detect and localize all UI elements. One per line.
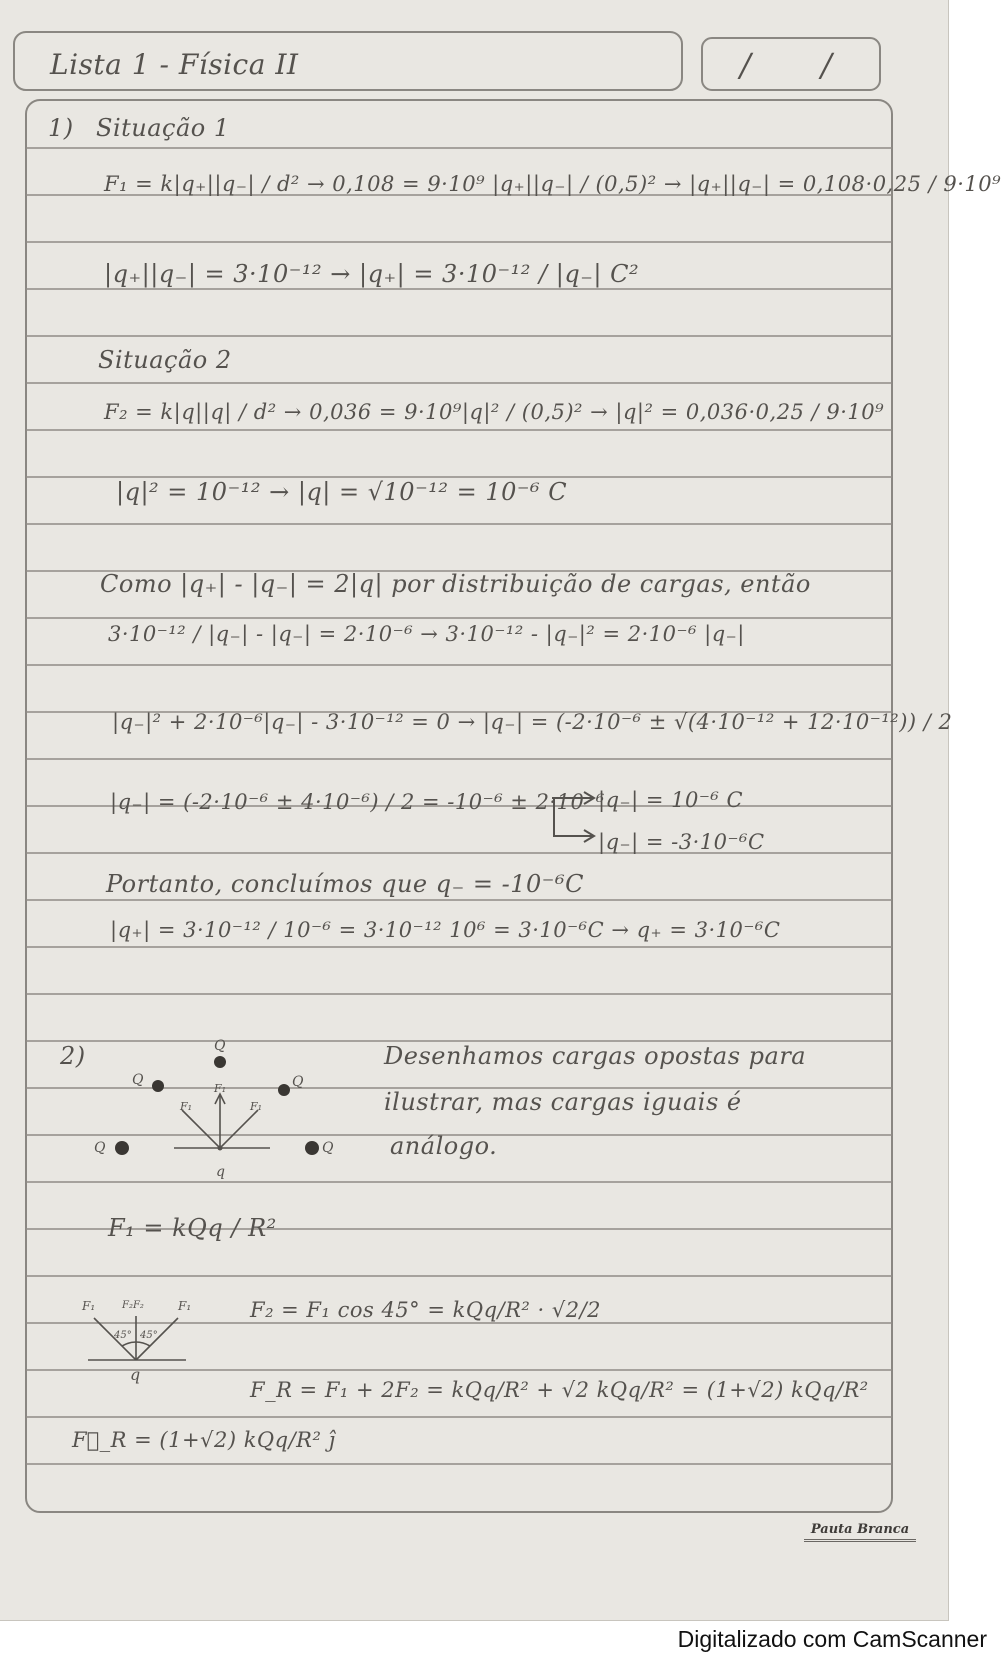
fig1-Q-label-right: Q <box>322 1140 334 1156</box>
q1-root1: |q₋| = 10⁻⁶ C <box>598 788 744 812</box>
q1-number: 1) <box>48 114 74 142</box>
fig1-q-label: q <box>216 1164 225 1180</box>
charge-q-center <box>218 1146 223 1151</box>
q1-eq3: |q₋| = (-2·10⁻⁶ ± 4·10⁻⁶) / 2 = -10⁻⁶ ± 2·10⁻⁶ <box>110 790 605 814</box>
angle-lines <box>88 1316 186 1360</box>
charge-Q-top <box>214 1056 226 1068</box>
q2-vector: F⃗_R = (1+√2) kQq/R² ĵ <box>72 1428 336 1452</box>
q1-root2: |q₋| = -3·10⁻⁶C <box>598 830 765 854</box>
q1-portanto: Portanto, concluímos que q₋ = -10⁻⁶C <box>106 870 584 898</box>
fig1-Q-label: Q <box>214 1038 226 1054</box>
fig2-F1-left: F₁ <box>82 1299 96 1313</box>
notebook-brand-logo: Pauta Branca <box>804 1522 916 1542</box>
q2-note-line2: ilustrar, mas cargas iguais é <box>384 1088 742 1116</box>
q2-number: 2) <box>60 1042 86 1070</box>
charge-diagram <box>82 1036 362 1186</box>
q1-eq2: |q₋|² + 2·10⁻⁶|q₋| - 3·10⁻¹² = 0 → |q₋| = (-2·10⁻⁶ ± √(4·10⁻¹² + 12·10⁻¹²)) / 2 <box>112 710 953 734</box>
q1-situacao1-label: Situação 1 <box>96 114 230 142</box>
charge-Q-left-top <box>152 1080 164 1092</box>
charge-Q-right-top <box>278 1084 290 1096</box>
q2-eq-f2: F₂ = F₁ cos 45° = kQq/R² · √2/2 <box>250 1298 602 1322</box>
q2-note-line1: Desenhamos cargas opostas para <box>384 1042 807 1070</box>
fig2-angle-right: 45° <box>140 1330 158 1341</box>
fig2-q: q <box>130 1365 141 1384</box>
fig2-F1-right: F₁ <box>178 1299 192 1313</box>
q1-eq1: 3·10⁻¹² / |q₋| - |q₋| = 2·10⁻⁶ → 3·10⁻¹² - |q₋|² = 2·10⁻⁶ |q₋| <box>108 622 745 646</box>
fig2-F2F2: F₂F₂ <box>122 1300 144 1311</box>
force-angle-diagram <box>78 1294 208 1384</box>
fig1-Q-label-left: Q <box>94 1140 106 1156</box>
date-field: / / <box>740 46 862 84</box>
branch-arrows <box>548 788 604 848</box>
fig1-F1-label-left: F₁ <box>180 1100 193 1113</box>
fig1-F1-label-right: F₁ <box>250 1100 263 1113</box>
q1-situacao2-label: Situação 2 <box>98 346 232 374</box>
fig1-Q-label-right-top: Q <box>292 1074 304 1090</box>
q1-s1-line2: |q₊||q₋| = 3·10⁻¹² → |q₊| = 3·10⁻¹² / |q₋| C² <box>104 260 640 288</box>
q2-note-line3: análogo. <box>390 1132 498 1160</box>
charge-Q-left <box>115 1141 129 1155</box>
scanner-watermark: Digitalizado com CamScanner <box>677 1626 987 1652</box>
q2-eq-fr: F_R = F₁ + 2F₂ = kQq/R² + √2 kQq/R² = (1+√2) kQq/R² <box>250 1378 869 1402</box>
fig1-Q-label-left-top: Q <box>132 1072 144 1088</box>
page-title: Lista 1 - Física II <box>50 48 299 81</box>
q2-eq-f1: F₁ = kQq / R² <box>108 1214 277 1242</box>
charge-Q-right <box>305 1141 319 1155</box>
q1-s1-line1: F₁ = k|q₊||q₋| / d² → 0,108 = 9·10⁹ |q₊||q₋| / (0,5)² → |q₊||q₋| = 0,108·0,25 / 9·10⁹ <box>104 172 1001 196</box>
q1-s2-line1: F₂ = k|q||q| / d² → 0,036 = 9·10⁹|q|² / (0,5)² → |q|² = 0,036·0,25 / 9·10⁹ <box>104 400 885 424</box>
fig1-F1-label: F₁ <box>214 1082 227 1095</box>
fig2-angle-left: 45° <box>114 1330 132 1341</box>
q1-s2-line2: |q|² = 10⁻¹² → |q| = √10⁻¹² = 10⁻⁶ C <box>116 478 568 506</box>
q1-como-line: Como |q₊| - |q₋| = 2|q| por distribuição de cargas, então <box>100 570 811 598</box>
q1-final: |q₊| = 3·10⁻¹² / 10⁻⁶ = 3·10⁻¹² 10⁶ = 3·10⁻⁶C → q₊ = 3·10⁻⁶C <box>110 918 781 942</box>
